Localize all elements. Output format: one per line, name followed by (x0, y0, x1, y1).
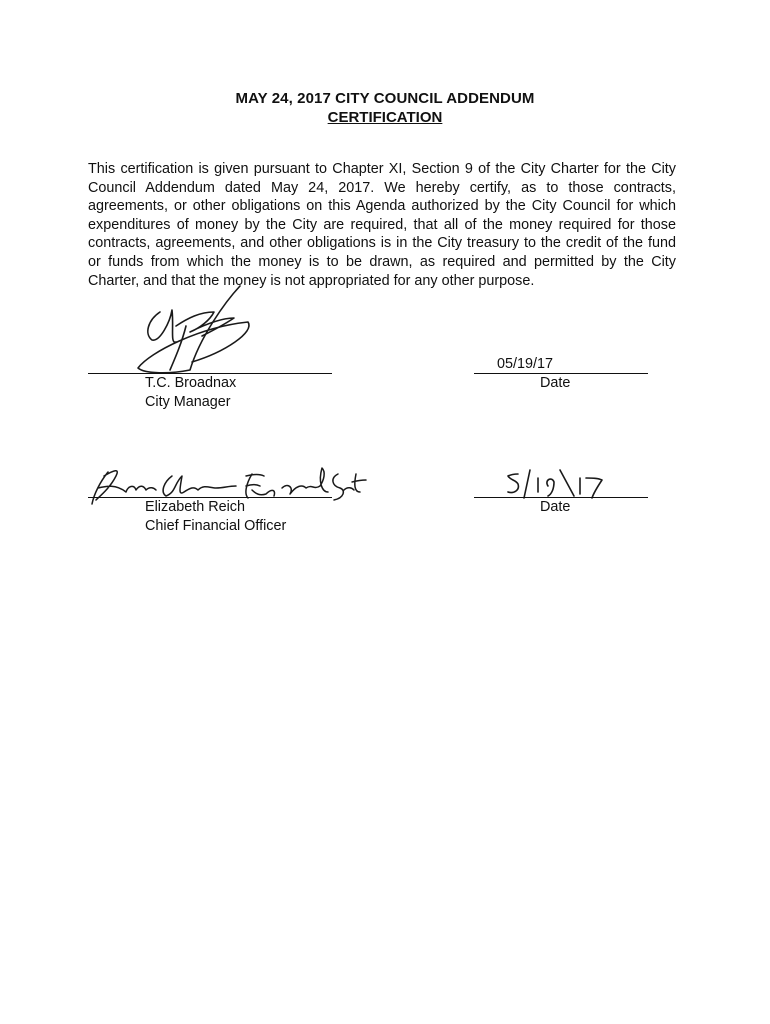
city-manager-date-label: Date (540, 375, 571, 391)
document-title: MAY 24, 2017 CITY COUNCIL ADDENDUM (235, 90, 535, 107)
cfo-date-label: Date (540, 499, 571, 515)
city-manager-signature-line (88, 373, 332, 374)
city-manager-date-value: 05/19/17 (497, 356, 554, 372)
city-manager-title: City Manager (145, 394, 231, 410)
cfo-date-line (474, 497, 648, 498)
cfo-name: Elizabeth Reich (145, 499, 245, 515)
cfo-signature-line (88, 497, 332, 498)
document-subtitle: CERTIFICATION (327, 109, 443, 126)
city-manager-date-line (474, 373, 648, 374)
cfo-title: Chief Financial Officer (145, 518, 287, 534)
cfo-handwritten-date (504, 468, 614, 500)
certification-paragraph: This certification is given pursuant to Chapter XI, Section 9 of the City Charter for the City Council Addendum dated May 24, 2017. We hereby certify, as to those contracts, agreements, or other obligations on this Agenda authorized by the City Council for which expenditures of money by the City are required, that all of the money required for those contracts, agreements, and other obligations is in the City treasury to the credit of the fund or funds from which the money is to be drawn, as required and permitted by the City Charter, and that the money is not appropriated for any other purpose. (88, 161, 676, 289)
city-manager-signature (130, 282, 260, 377)
city-manager-name: T.C. Broadnax (145, 375, 237, 391)
